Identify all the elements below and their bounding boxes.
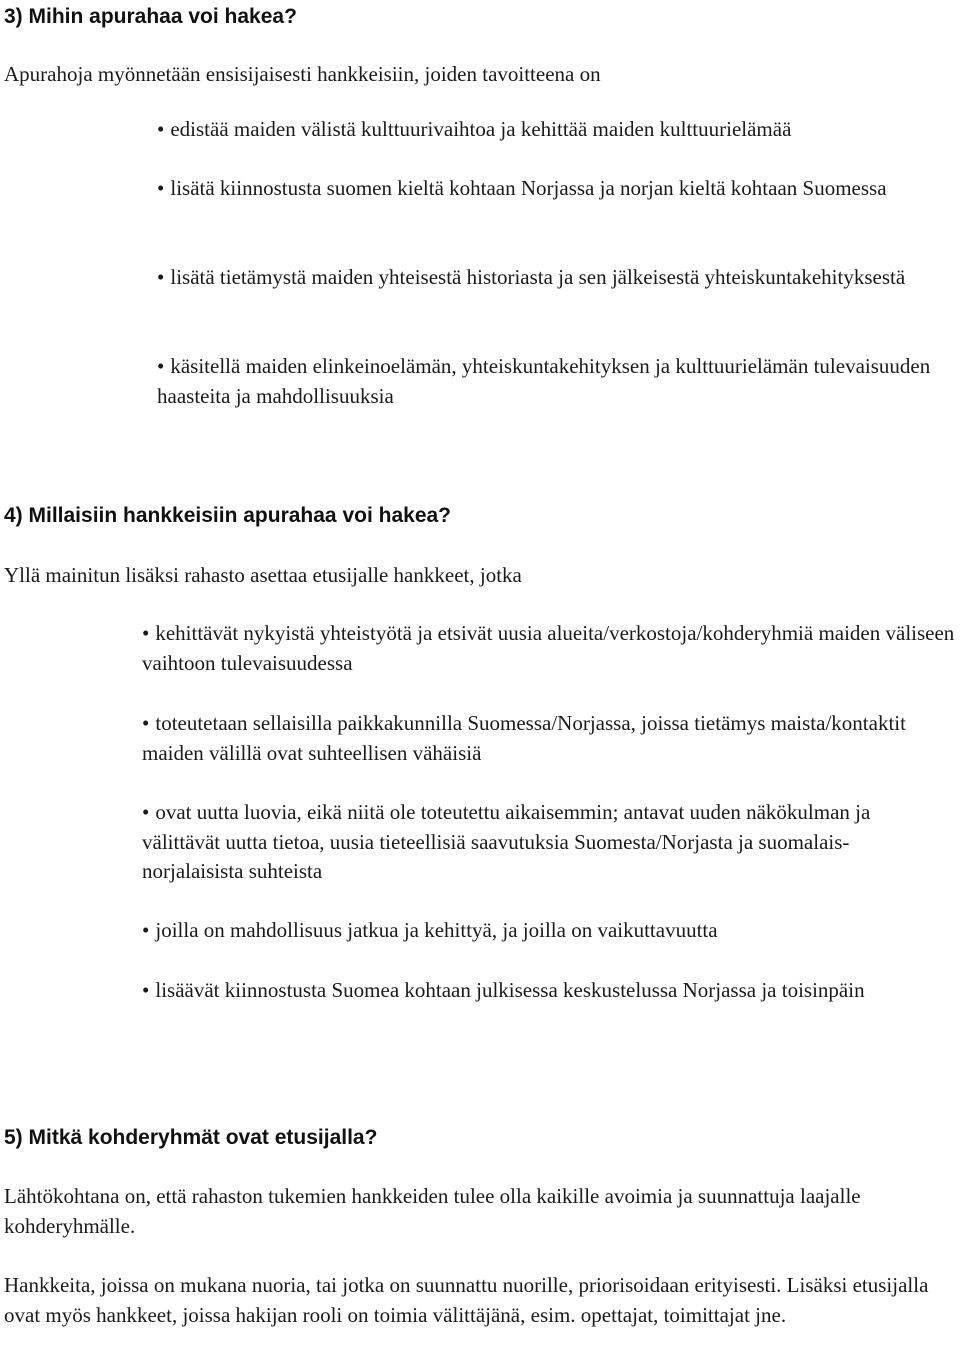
list-item: • lisäävät kiinnostusta Suomea kohtaan julkisessa keskustelussa Norjassa ja toisinpäin	[142, 978, 865, 1002]
list-item: • kehittävät nykyistä yhteistyötä ja etsivät uusia alueita/verkostoja/kohderyhmiä maiden väliseen vaihtoon tulevaisuudessa	[142, 621, 955, 675]
section-5-heading: 5) Mitkä kohderyhmät ovat etusijalla?	[4, 1126, 378, 1149]
bullet-icon: •	[157, 176, 165, 200]
list-item: • lisätä kiinnostusta suomen kieltä kohtaan Norjassa ja norjan kieltä kohtaan Suomessa	[157, 176, 887, 200]
list-item: • ovat uutta luovia, eikä niitä ole toteutettu aikaisemmin; antavat uuden näkökulman ja välittävät uutta tietoa, uusia tieteellisiä saavutuksia Suomesta/Norjasta ja suomalais-norjalaisista suhteista	[142, 800, 871, 883]
section-3-intro: Apurahoja myönnetään ensisijaisesti hankkeisiin, joiden tavoitteena on	[4, 62, 601, 86]
bullet-icon: •	[142, 800, 150, 824]
bullet-icon: •	[142, 978, 150, 1002]
section-4-heading: 4) Millaisiin hankkeisiin apurahaa voi hakea?	[4, 504, 451, 527]
section-5-paragraph-2: Hankkeita, joissa on mukana nuoria, tai jotka on suunnattu nuorille, priorisoidaan erityisesti. Lisäksi etusijalla ovat myös hankkeet, joissa hakijan rooli on toimia välittäjänä, esim. opettajat, toimittajat jne.	[4, 1273, 929, 1327]
bullet-icon: •	[142, 621, 150, 645]
bullet-icon: •	[142, 918, 150, 942]
section-4-intro: Yllä mainitun lisäksi rahasto asettaa etusijalle hankkeet, jotka	[4, 563, 522, 587]
section-3-heading: 3) Mihin apurahaa voi hakea?	[4, 5, 297, 28]
list-item: • lisätä tietämystä maiden yhteisestä historiasta ja sen jälkeisestä yhteiskuntakehityksestä	[157, 265, 906, 289]
bullet-icon: •	[157, 265, 165, 289]
list-item: • joilla on mahdollisuus jatkua ja kehittyä, ja joilla on vaikuttavuutta	[142, 918, 718, 942]
list-item: • toteutetaan sellaisilla paikkakunnilla Suomessa/Norjassa, joissa tietämys maista/kontaktit maiden välillä ovat suhteellisen vähäisiä	[142, 711, 906, 765]
section-5-paragraph-1: Lähtökohtana on, että rahaston tukemien hankkeiden tulee olla kaikille avoimia ja suunnattuja laajalle kohderyhmälle.	[4, 1184, 861, 1238]
bullet-icon: •	[157, 117, 165, 141]
bullet-icon: •	[142, 711, 150, 735]
list-item: • käsitellä maiden elinkeinoelämän, yhteiskuntakehityksen ja kulttuurielämän tulevaisuuden haasteita ja mahdollisuuksia	[157, 354, 931, 408]
list-item: • edistää maiden välistä kulttuurivaihtoa ja kehittää maiden kulttuurielämää	[157, 117, 792, 141]
bullet-icon: •	[157, 354, 165, 378]
